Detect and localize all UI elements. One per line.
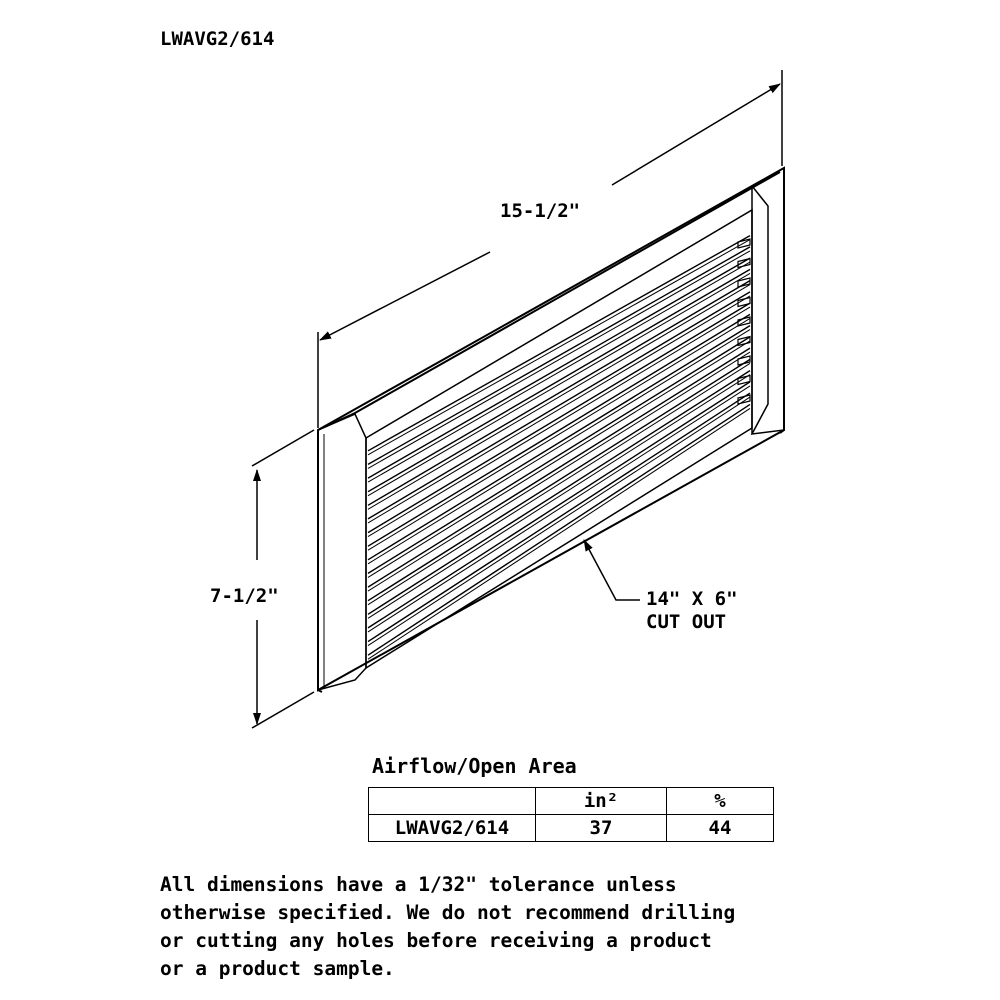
- height-dimension-label: 7-1/2": [210, 585, 279, 607]
- louver-blade-edge: [368, 285, 750, 510]
- tolerance-note-line: or cutting any holes before receiving a product: [160, 929, 712, 952]
- width-dimension-line-left: [320, 252, 490, 340]
- louver-blade: [368, 348, 750, 587]
- airflow-table-title: Airflow/Open Area: [372, 754, 577, 778]
- tolerance-note: [160, 871, 880, 983]
- height-extension-top: [252, 430, 314, 466]
- cutout-label-line2: CUT OUT: [646, 611, 727, 633]
- grille-left-bevel: [318, 414, 366, 690]
- width-dimension: [318, 70, 782, 428]
- tolerance-note-line: All dimensions have a 1/32" tolerance unless: [160, 873, 677, 896]
- louver-blade: [368, 371, 750, 615]
- width-dimension-line-right: [612, 84, 780, 185]
- airflow-table-row: [369, 815, 774, 842]
- height-extension-bottom: [252, 692, 314, 728]
- airflow-cell-percent: 44: [667, 815, 774, 842]
- airflow-table-header-row: [369, 788, 774, 815]
- tolerance-note-line: otherwise specified. We do not recommend drilling: [160, 901, 736, 924]
- louver-blade: [368, 269, 750, 491]
- louver-blade-edge: [368, 296, 750, 523]
- height-dimension: [252, 430, 314, 728]
- width-dimension-label: 15-1/2": [500, 200, 581, 222]
- airflow-header-percent: %: [667, 788, 774, 815]
- louver-blade: [368, 292, 750, 519]
- airflow-header-in2: in²: [536, 788, 667, 815]
- cutout-leader: [584, 540, 640, 600]
- airflow-table: [368, 787, 774, 842]
- louver-blade-edge: [368, 307, 750, 536]
- louver-blade-edge: [368, 375, 750, 619]
- louver-blade-edge: [368, 251, 750, 469]
- airflow-header-model: [369, 788, 536, 815]
- tolerance-note-line: or a product sample.: [160, 957, 395, 980]
- cutout-label-line1: 14" X 6": [646, 588, 738, 610]
- airflow-cell-model: LWAVG2/614: [369, 815, 536, 842]
- grille-right-bevel: [752, 168, 784, 434]
- louver-blade: [368, 258, 750, 478]
- louver-blade: [368, 247, 750, 465]
- louver-blade-edge: [368, 330, 750, 564]
- airflow-cell-in2: 37: [536, 815, 667, 842]
- model-title: LWAVG2/614: [160, 28, 275, 50]
